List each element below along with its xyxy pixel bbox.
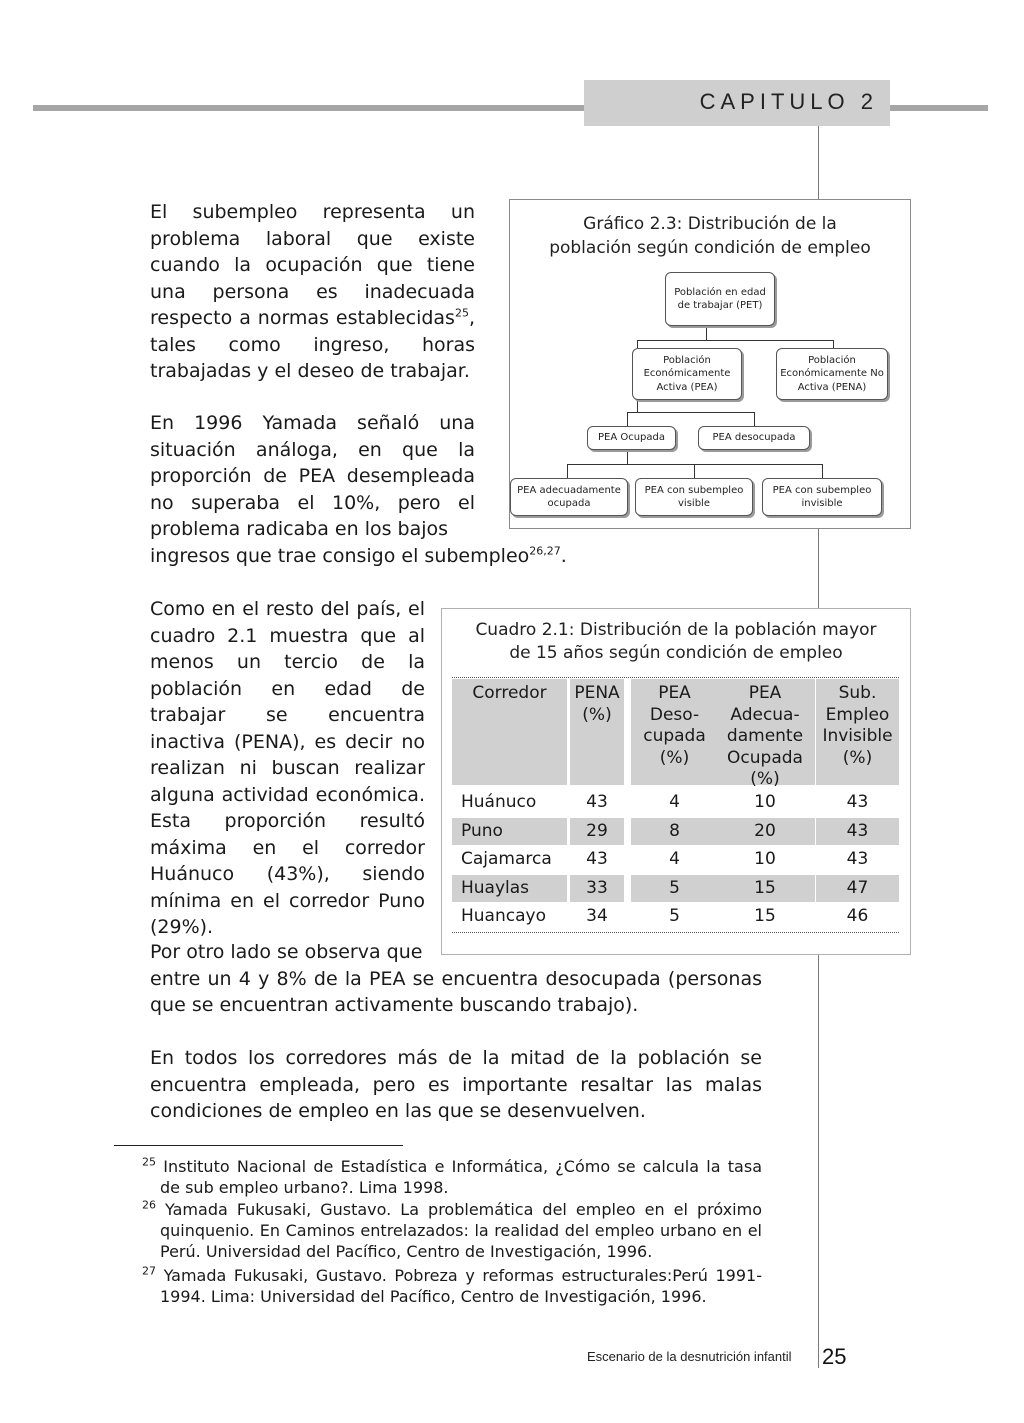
table-cell: 46 [846, 906, 869, 926]
paragraph-2-last-line: ingresos que trae consigo el subempleo$^{26,27}$. [150, 544, 567, 567]
table-cell: 20 [715, 818, 815, 846]
connector [627, 412, 628, 426]
connector [833, 340, 834, 348]
table-cell: 33 [570, 875, 624, 903]
connector [637, 340, 834, 341]
node-pea-adecuada: PEA adecuadamente ocupada [510, 478, 628, 516]
paragraph-5: En todos los corredores más de la mitad de la población se encuentra empleada, pero es importante resaltar las malas condiciones de empleo en las que se desenvuelven. [150, 1047, 762, 1122]
table-cell: 15 [715, 875, 815, 903]
table-header-cell: PENA (%) [570, 679, 624, 785]
connector [706, 326, 707, 340]
footnote-26 [142, 1199, 762, 1262]
connector [754, 412, 755, 426]
node-pet: Población en edad de trabajar (PET) [665, 272, 775, 326]
page-number: 25 [822, 1344, 847, 1369]
connector [822, 464, 823, 478]
chapter-tab [584, 80, 890, 126]
table-cell: 29 [570, 818, 624, 846]
table-cell: 43 [816, 818, 899, 846]
table-cell: 5 [669, 906, 680, 926]
node-pea-desocupada: PEA desocupada [698, 426, 810, 450]
table-cell: 43 [586, 849, 608, 869]
table-rule [452, 677, 899, 678]
chapter-label: CAPITULO 2 [699, 89, 878, 114]
paragraph-4-first-line: Por otro lado se observa que [150, 941, 423, 963]
table-cell: 34 [586, 906, 608, 926]
table-title: Cuadro 2.1: Distribución de la población mayor de 15 años según condición de empleo [475, 620, 877, 663]
paragraph-2-main: En 1996 Yamada señaló una situación análoga, en que la proporción de PEA desempleada no superaba el 10%, pero el problema radicaba en los bajos [150, 412, 475, 540]
table-cell: 8 [631, 818, 718, 846]
node-subempleo-invisible: PEA con subempleo invisible [762, 478, 882, 516]
footnote-number: 26 [142, 1198, 156, 1212]
node-subempleo-visible: PEA con subempleo visible [635, 478, 753, 516]
figure-title: Gráfico 2.3: Distribución de la población según condición de empleo [549, 214, 871, 258]
paragraph-4-rest: entre un 4 y 8% de la PEA se encuentra desocupada (personas que se encuentran activamente buscando trabajo). [150, 967, 762, 1016]
table-cell: 43 [846, 792, 869, 812]
connector [694, 464, 695, 478]
table-header-cell: PEA Deso-cupada (%) [631, 679, 718, 785]
footnote-ref: 25 [454, 306, 469, 320]
table-row-label: Puno [452, 818, 567, 846]
table-cell: 43 [846, 849, 869, 869]
footnote-number: 27 [142, 1264, 156, 1278]
footnote-rule [114, 1145, 403, 1146]
table-cell: 10 [754, 849, 776, 869]
margin-line [818, 126, 819, 199]
table-row-label: Cajamarca [461, 849, 552, 869]
figure-employment-tree [509, 199, 911, 529]
table-cell: 5 [631, 875, 718, 903]
table-header-cell: Corredor [452, 679, 567, 785]
paragraph-3: Como en el resto del país, el cuadro 2.1 muestra que al menos un tercio de la población en edad de trabajar se encuentra inactiva (PENA), es decir no realizan ni buscan realizar alguna actividad económica. Esta proporción resultó máxima en el corredor Huánuco (43%), siendo mínima en el corredor Puno (29%). [150, 598, 425, 938]
table-box [441, 608, 911, 955]
node-pena: Población Económicamente No Activa (PENA) [776, 348, 888, 400]
margin-line [818, 954, 819, 1368]
table-cell: 4 [669, 849, 680, 869]
table-rule [452, 932, 899, 933]
node-pea: Población Económicamente Activa (PEA) [632, 348, 742, 400]
table-row-label: Huaylas [452, 875, 567, 903]
footnote-27 [142, 1265, 762, 1307]
table-cell: 43 [586, 792, 608, 812]
connector [567, 464, 823, 465]
table-row-label: Huánuco [461, 792, 537, 812]
table-header-cell: Sub. Empleo Invisible (%) [816, 679, 899, 785]
connector [567, 464, 568, 478]
footnote-number: 25 [142, 1155, 156, 1169]
table-header-cell: PEA Adecua-damente Ocupada (%) [715, 679, 815, 785]
running-footer: Escenario de la desnutrición infantil [587, 1349, 792, 1364]
footnote-text: Instituto Nacional de Estadística e Informática, ¿Cómo se calcula la tasa de sub empleo urbano?. Lima 1998. [156, 1157, 762, 1197]
margin-line [818, 528, 819, 608]
footnote-text: Yamada Fukusaki, Gustavo. Pobreza y reformas estructurales:Perú 1991-1994. Lima: Universidad del Pacífico, Centro de Investigación, 1996. [156, 1266, 762, 1306]
table-cell: 4 [669, 792, 680, 812]
footnote-text: Yamada Fukusaki, Gustavo. La problemática del empleo en el próximo quinquenio. En Caminos entrelazados: la realidad del empleo urbano en el Perú. Universidad del Pacífico, Centro de Investigación, 1996. [156, 1200, 762, 1261]
table-row-label: Huancayo [461, 906, 546, 926]
connector [627, 412, 755, 413]
paragraph-2-text [150, 410, 567, 569]
connector [637, 340, 638, 348]
table-cell: 47 [816, 875, 899, 903]
footnote-ref: 26,27 [529, 544, 561, 558]
connector [627, 450, 628, 464]
table-cell: 10 [754, 792, 776, 812]
paragraph-1: El subempleo representa un problema laboral que existe cuando la ocupación que tiene una persona es inadecuada respecto a normas establecidas$^{25}$, tales como ingreso, horas trabajadas y el deseo de trabajar. [150, 201, 475, 382]
table-cell: 15 [754, 906, 776, 926]
node-pea-ocupada: PEA Ocupada [587, 426, 676, 450]
connector [637, 400, 638, 412]
footnote-25 [142, 1156, 762, 1198]
